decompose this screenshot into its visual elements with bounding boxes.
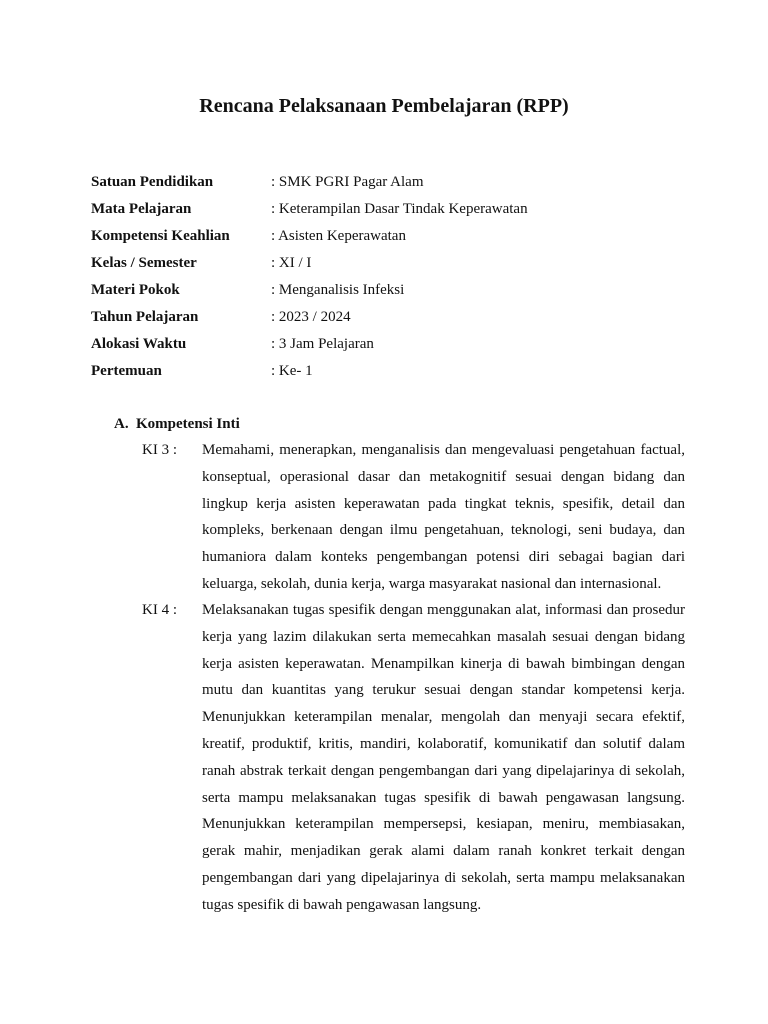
identity-table — [91, 171, 691, 387]
identity-row-kompetensi-keahlian — [91, 225, 691, 252]
identity-value: : Asisten Keperawatan — [271, 228, 406, 244]
section-letter: A. — [114, 416, 129, 432]
identity-value: : Keterampilan Dasar Tindak Keperawatan — [271, 201, 528, 217]
identity-label: Mata Pelajaran — [91, 201, 192, 217]
ki-code: KI 3 : — [142, 442, 177, 458]
ki-text: Melaksanakan tugas spesifik dengan menggunakan alat, informasi dan prosedur kerja yang lazim dilakukan serta memecahkan masalah sesuai dengan bidang kerja asisten keperawatan. Menampilkan kinerja di bawah bimbingan dengan mutu dan kuantitas yang terukur sesuai dengan standar kompetensi kerja. Menunjukkan keterampilan menalar, mengolah dan menyaji secara efektif, kreatif, produktif, kritis, mandiri, kolaboratif, komunikatif dan solutif dalam ranah abstrak terkait dengan pengembangan dari yang dipelajarinya di sekolah, serta mampu melaksanakan tugas spesifik di bawah pengawasan langsung. Menunjukkan keterampilan mempersepsi, kesiapan, meniru, membiasakan, gerak mahir, menjadikan gerak alami dalam ranah konkret terkait dengan pengembangan dari yang dipelajarinya di sekolah, serta mampu melaksanakan tugas spesifik di bawah pengawasan langsung. — [202, 602, 685, 913]
identity-value: : XI / I — [271, 255, 312, 271]
identity-row-kelas-semester — [91, 252, 691, 279]
identity-label: Materi Pokok — [91, 282, 180, 298]
identity-row-satuan-pendidikan — [91, 171, 691, 198]
identity-label: Kompetensi Keahlian — [91, 228, 230, 244]
identity-row-mata-pelajaran — [91, 198, 691, 225]
ki-code: KI 4 : — [142, 602, 177, 618]
identity-label: Tahun Pelajaran — [91, 309, 199, 325]
identity-row-materi-pokok — [91, 279, 691, 306]
identity-label: Kelas / Semester — [91, 255, 197, 271]
identity-value: : 2023 / 2024 — [271, 309, 351, 325]
identity-label: Alokasi Waktu — [91, 336, 187, 352]
section-heading-text: Kompetensi Inti — [136, 416, 240, 432]
page-title: Rencana Pelaksanaan Pembelajaran (RPP) — [199, 95, 569, 117]
ki-text: Memahami, menerapkan, menganalisis dan mengevaluasi pengetahuan factual, konseptual, operasional dasar dan metakognitif sesuai dengan bidang dan lingkup kerja asisten keperawatan pada tingkat teknis, spesifik, detail dan kompleks, berkenaan dengan ilmu pengetahuan, teknologi, seni budaya, dan humaniora dalam konteks pengembangan potensi diri sebagai bagian dari keluarga, sekolah, dunia kerja, warga masyarakat nasional dan internasional. — [202, 442, 685, 592]
section-heading-kompetensi-inti — [114, 413, 240, 435]
identity-row-tahun-pelajaran — [91, 306, 691, 333]
identity-row-pertemuan — [91, 360, 691, 387]
identity-value: : Ke- 1 — [271, 363, 313, 379]
identity-value: : SMK PGRI Pagar Alam — [271, 174, 424, 190]
identity-label: Satuan Pendidikan — [91, 174, 214, 190]
identity-row-alokasi-waktu — [91, 333, 691, 360]
identity-value: : 3 Jam Pelajaran — [271, 336, 374, 352]
identity-value: : Menganalisis Infeksi — [271, 282, 405, 298]
identity-label: Pertemuan — [91, 363, 162, 379]
